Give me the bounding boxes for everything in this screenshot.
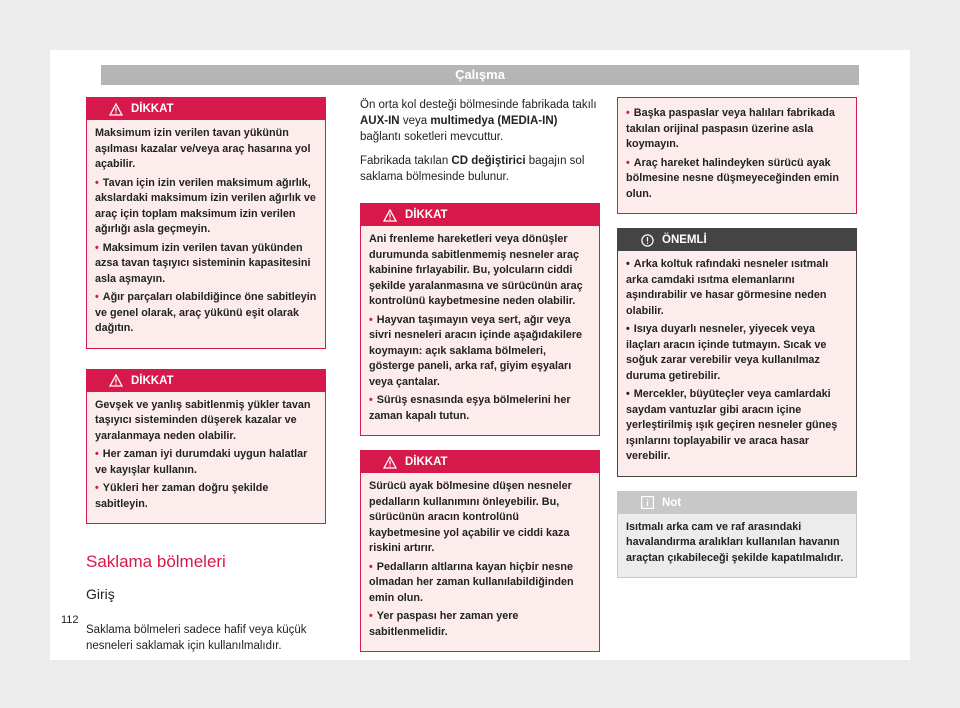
- warning-triangle-icon: [109, 374, 123, 388]
- warning-label: DİKKAT: [131, 103, 174, 115]
- important-header: [618, 229, 856, 251]
- warning-header: [87, 98, 325, 120]
- column-right: [617, 97, 857, 592]
- warning-intro: Maksimum izin verilen tavan yükünün aşılması kazalar ve/veya araç hasarına yol açabilir.: [95, 127, 311, 170]
- sub-title: Giriş: [86, 586, 115, 602]
- warning-bullet: • Her zaman iyi durumdaki uygun halatlar ve kayışlar kullanın.: [95, 447, 317, 478]
- warning-body: [618, 98, 856, 213]
- warning-header: [87, 370, 325, 392]
- warning-body: [361, 226, 599, 435]
- warning-triangle-icon: [109, 102, 123, 116]
- page-header: Çalışma: [101, 65, 859, 85]
- warning-body: [361, 473, 599, 651]
- warning-bullet: • Yükleri her zaman doğru şekilde sabitleyin.: [95, 481, 317, 512]
- note-text: Isıtmalı arka cam ve raf arasındaki havalandırma aralıkları kullanılan havanın araçtan çıkabileceği şekilde kapatılmalıdır.: [626, 520, 844, 564]
- warning-bullet: • Tavan için izin verilen maksimum ağırlık, akslardaki maksimum izin verilen ağırlık ve araç için toplam maksimum izin verilen ağırlığı asla geçmeyin.: [95, 176, 317, 238]
- text-bold: multimedya (MEDIA-IN): [430, 115, 558, 127]
- text-run: bagajın sol saklama bölmesinde bulunur.: [360, 155, 585, 183]
- note-header: [618, 492, 856, 514]
- note-body: [618, 514, 856, 578]
- section-title: Saklama bölmeleri: [86, 552, 226, 571]
- warning-box-roof-load: [86, 97, 326, 349]
- note-box: [617, 491, 857, 579]
- text-bold: AUX-IN: [360, 115, 400, 127]
- warning-bullet: • Yer paspası her zaman yere sabitlenmelidir.: [369, 609, 591, 640]
- text-run: veya: [399, 115, 431, 127]
- warning-box-loose-objects: [360, 203, 600, 436]
- warning-box-loose-loads: [86, 369, 326, 525]
- warning-box-continued: [617, 97, 857, 214]
- warning-header: [361, 451, 599, 473]
- warning-intro: Sürücü ayak bölmesine düşen nesneler pedalların kullanımını önleyebilir. Bu, sürücünün aracın kontrolünü kaybetmesine yol açabilir ve ciddi kaza riskini artırır.: [369, 480, 572, 554]
- important-body: [618, 251, 856, 476]
- warning-bullet: • Hayvan taşımayın veya sert, ağır veya sivri nesneleri aracın içinde aşağıdakilere koymayın: açık saklama bölmeleri, gösterge paneli, arka raf, giyim eşyaları veya çantalar.: [369, 313, 591, 391]
- note-label: Not: [662, 496, 682, 509]
- important-box: [617, 228, 857, 477]
- warning-bullet: • Maksimum izin verilen tavan yükünden azsa tavan taşıyıcı sisteminin kapasitesini asla aşmayın.: [95, 241, 317, 288]
- warning-header: [361, 204, 599, 226]
- warning-box-footwell: [360, 450, 600, 652]
- text-run: bağlantı soketleri mevcuttur.: [360, 131, 504, 143]
- warning-body: [87, 120, 325, 348]
- warning-triangle-icon: [383, 455, 397, 469]
- warning-bullet: • Pedalların altlarına kayan hiçbir nesne olmadan her zaman kullanılabildiğinden emin olun.: [369, 560, 591, 607]
- important-bullet: • Arka koltuk rafındaki nesneler ısıtmalı arka camdaki ısıtma elemanlarını aşındırabilir ve hasar görmesine neden olabilir.: [626, 257, 848, 319]
- warning-bullet: • Ağır parçaları olabildiğince öne sabitleyin ve genel olarak, araç yükünü eşit olarak dağıtın.: [95, 290, 317, 337]
- body-paragraph: Saklama bölmeleri sadece hafif veya küçük nesneleri saklamak için kullanılmalıdır.: [86, 624, 307, 652]
- text-run: Ön orta kol desteği bölmesinde fabrikada takılı: [360, 99, 597, 111]
- important-bullet: • Isıya duyarlı nesneler, yiyecek veya ilaçları aracın içinde tutmayın. Sıcak ve soğuk zarar verebilir veya kullanılmaz duruma getirebilir.: [626, 322, 848, 384]
- text-run: Fabrikada takılan: [360, 155, 452, 167]
- warning-bullet: • Sürüş esnasında eşya bölmelerini her zaman kapalı tutun.: [369, 393, 591, 424]
- text-bold: CD değiştirici: [451, 155, 526, 167]
- warning-intro: Gevşek ve yanlış sabitlenmiş yükler tavan taşıyıcı sisteminden düşerek kazalar ve yaralanmaya neden olabilir.: [95, 398, 311, 442]
- warning-bullet: • Araç hareket halindeyken sürücü ayak bölmesine nesne düşmeyeceğinden emin olun.: [626, 156, 848, 203]
- column-left: [86, 97, 326, 662]
- warning-bullet: • Başka paspaslar veya halıları fabrikada takılan orijinal paspasın üzerine asla koymayın.: [626, 106, 848, 153]
- warning-label: DİKKAT: [405, 456, 448, 468]
- exclamation-circle-icon: [640, 233, 654, 247]
- important-bullet: • Mercekler, büyüteçler veya camlardaki saydam vantuzlar gibi aracın içine yerleştirilmiş ışık geçiren nesneler güneş ışınlarını toplayabilir ve araca hasar verebilir.: [626, 387, 848, 465]
- page-number: 112: [61, 614, 79, 626]
- warning-label: DİKKAT: [131, 374, 174, 387]
- warning-label: DİKKAT: [405, 209, 448, 221]
- warning-intro: Ani frenleme hareketleri veya dönüşler durumunda sabitlenmemiş nesneler araç kabinine fırlayabilir. Bu, yolcuların ciddi şekilde yaralanmasına ve sürücünün araç kontrolünü kaybetmesine neden olabilir.: [369, 233, 583, 307]
- column-middle: [360, 97, 600, 666]
- info-icon: [640, 496, 654, 510]
- warning-triangle-icon: [383, 208, 397, 222]
- body-paragraph-cd: [360, 153, 600, 185]
- body-paragraph-aux: [360, 97, 600, 145]
- important-label: ÖNEMLİ: [662, 234, 707, 246]
- warning-body: [87, 392, 325, 524]
